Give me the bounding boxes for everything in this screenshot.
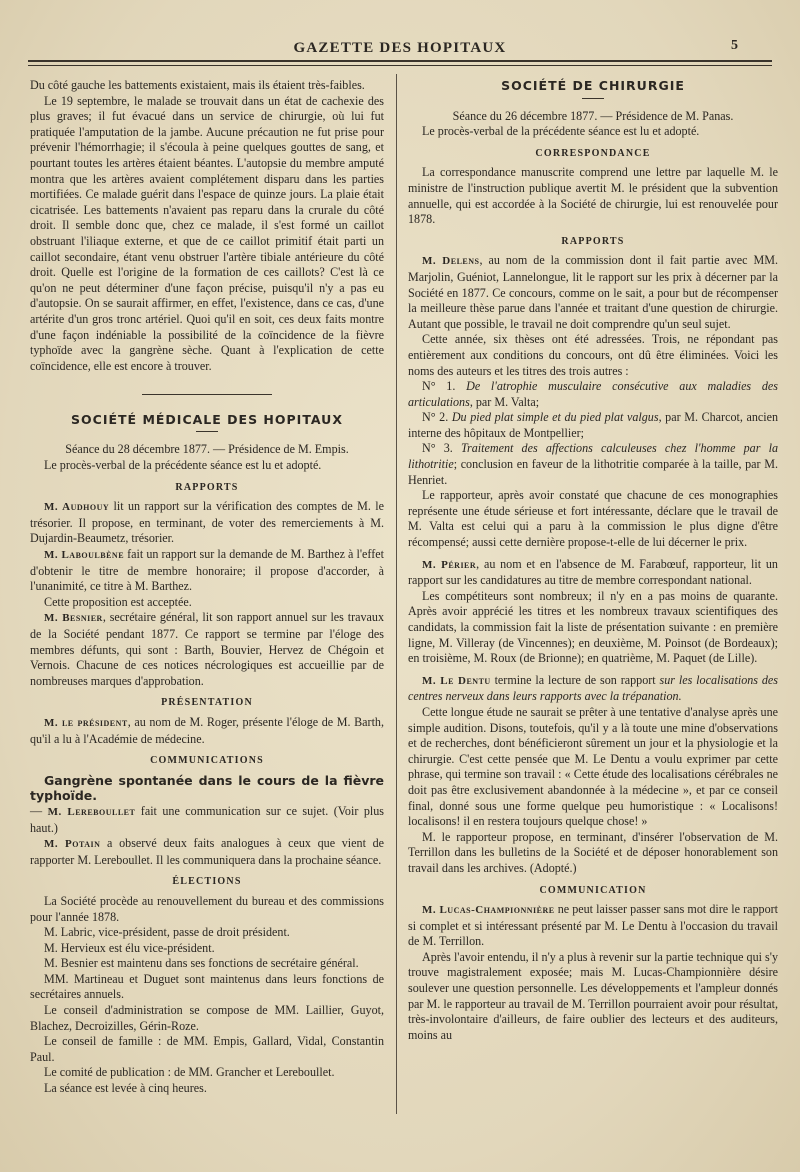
list-item <box>408 379 778 410</box>
list-item <box>408 410 778 441</box>
paragraph <box>408 673 778 705</box>
paragraph: La correspondance manuscrite comprend une lettre par laquelle M. le ministre de l'instruction publique avertit M. le président que la subvention annuelle, qui est accordée à la Société de chirurgie, lui est renouvelée pour 1878. <box>408 165 778 227</box>
paragraph: M. Besnier est maintenu dans ses fonctions de secrétaire général. <box>44 956 359 971</box>
paragraph <box>30 610 384 689</box>
paragraph <box>30 715 384 747</box>
thesis-title: Traitement des affections calculeuses chez l'homme par la lithotritie <box>408 441 778 472</box>
thesis-title: Du pied plat simple et du pied plat valgus <box>451 410 659 425</box>
section-heading: COMMUNICATION <box>539 884 647 896</box>
paragraph: Cette proposition est acceptée. <box>44 594 192 609</box>
speaker-name: M. Laboulbène <box>44 549 125 562</box>
paragraph-text: lit un rapport sur la vérification des comptes de M. le trésorier. Il propose, en terminant, de voter des remerciements à M. Dujardin-Beaumetz, trésorier. <box>30 499 384 546</box>
paragraph-text: , secrétaire général, lit son rapport annuel sur les travaux de la Société pendant 1877. Ce rapport se termine par l'éloge des membres défunts, qui sont : Barth, Bouvier, Hervez de Chégoin et Vernois. Chacune de ces notices nécrologiques est accueillie par de nombreuses marques d'approbation. <box>30 610 384 688</box>
paragraph: Le 19 septembre, le malade se trouvait dans un état de cachexie des plus graves; il fut évacué dans un service de chirurgie, où lui fut pratiquée l'amputation de la jambe. Aucune précaution ne fut prise pour prévenir l'hémorrhagie; il s'écoula à peine quelques gouttes de sang, et pourtant toutes les artères étaient béantes. L'autopsie du membre amputé montra que les artères avaient complétement disparu dans les parties mortifiées. Ce malade guérit dans l'espace de quinze jours. La plaie était cicatrisée. Les battements n'avaient pas reparu dans la crurale du côté droit. Il semble donc que, chez ce malade, il s'est formé un caillot obstruant l'iliaque externe, et que de ce caillot primitif était parti un caillot secondaire, étant venu obstruer l'artère tibiale antérieure du côté droit. Quelle est l'origine de la formation de ces caillots? C'est là ce qu'on ne peut déterminer d'une façon précise, puisqu'il n'y a pas eu d'autopsie. On se saurait affirmer, en effet, l'existence, dans ce cas, d'une artérite d'un gros tronc artériel. Quoi qu'il en soit, ces deux faits montre d'une façon indéniable la possibilité de la coïncidence de la fièvre typhoïde avec la gangrène sèche. Quant à l'explication de cette coïncidence, elle est encore à trouver. <box>30 93 384 373</box>
paragraph-text: , au nom de M. Roger, présente l'éloge de M. Barth, qu'il a lu à l'Académie de médecine. <box>30 714 384 746</box>
paragraph <box>30 804 384 836</box>
speaker-name: M. Lucas-Championnière <box>422 904 555 917</box>
speaker-name: M. Delens <box>422 255 480 268</box>
paragraph: La Société procède au renouvellement du bureau et des commissions pour l'année 1878. <box>30 893 384 924</box>
paragraph-text: ne peut laisser passer sans mot dire le rapport si complet et si intéressant présenté par M. Le Dentu à l'occasion du travail de M. Terrillon. <box>408 902 778 949</box>
left-column <box>30 78 384 1097</box>
speaker-name: M. Besnier <box>44 612 103 625</box>
paragraph: Le procès-verbal de la précédente séance est lu et adopté. <box>422 124 700 139</box>
paragraph: M. Labric, vice-président, passe de droit président. <box>44 925 290 940</box>
paragraph: Le conseil de famille : de MM. Empis, Gallard, Vidal, Constantin Paul. <box>30 1034 384 1064</box>
paragraph: M. Hervieux est élu vice-président. <box>44 940 215 955</box>
paragraph <box>30 836 384 868</box>
session-line: Séance du 26 décembre 1877. — Présidence de M. Panas. <box>452 108 734 123</box>
paragraph: Après l'avoir entendu, il n'y a plus à revenir sur la partie technique qui s'y trouve magistralement exposée; mais M. Lucas-Championnière désire soulever une question personnelle. Les développements et l'ampleur donnés par M. le rapporteur au travail de M. Terrillon pourraient avoir pour résultat, très-involontaire d'ailleurs, de faire oublier des lecteurs et des auditeurs, moins au <box>408 949 778 1042</box>
page-number: 5 <box>731 38 738 53</box>
paragraph-text: termine la lecture de son rapport <box>490 672 660 687</box>
paragraph: Du côté gauche les battements existaient, mais ils étaient très-faibles. <box>30 78 365 92</box>
paragraph: Cette longue étude ne saurait se prêter à une tentative d'analyse après une simple audition. Disons, toutefois, qu'il y a là toute une mine d'observations et de recherches, dont bénéficieront sûrement un jour et la physiologie et la chirurgie. C'est cette pensée que M. Le Dentu a voulu exprimer par cette phrase, qui termine son travail : « Cette étude des localisations cérébrales ne doit pas être exclusivement abandonnée à la médecine », et par ce conseil final, donné sous une forme quelque peu humoristique : « Localisons! localisons! il en restera toujours quelque chose! » <box>408 704 778 829</box>
section-heading: RAPPORTS <box>175 481 239 493</box>
paragraph-text: a observé deux faits analogues à ceux que vient de rapporter M. Lereboullet. Il les communiquera dans la prochaine séance. <box>30 836 385 867</box>
divider <box>196 431 218 432</box>
speaker-name: M. le président <box>44 716 128 729</box>
speaker-name: M. Potain <box>44 838 101 851</box>
paragraph <box>408 557 778 589</box>
paragraph: MM. Martineau et Duguet sont maintenus dans leurs fonctions de secrétaires annuels. <box>30 971 384 1002</box>
speaker-name: M. Audhouy <box>44 501 110 514</box>
speaker-name: M. Lereboullet <box>47 805 136 818</box>
list-item <box>408 441 778 488</box>
paragraph <box>30 547 384 595</box>
header-rule <box>28 60 772 62</box>
paragraph: Cette année, six thèses ont été adressées. Trois, ne répondant pas entièrement aux conditions du concours, ont dû être éliminées. Voici les noms des auteurs et les titres des trois autres : <box>408 332 778 378</box>
paragraph: La séance est levée à cinq heures. <box>44 1081 207 1096</box>
society-heading: SOCIÉTÉ MÉDICALE DES HOPITAUX <box>71 411 343 427</box>
society-heading: SOCIÉTÉ DE CHIRURGIE <box>501 78 685 93</box>
header-rule-thin <box>28 65 772 66</box>
speaker-name: M. Périer <box>422 558 477 571</box>
journal-title: GAZETTE DES HOPITAUX <box>293 40 507 56</box>
item-author: , par M. Valta; <box>469 394 540 409</box>
item-number: N° 2. <box>422 410 452 425</box>
paragraph <box>408 902 778 950</box>
section-heading: COMMUNICATIONS <box>150 755 264 767</box>
paragraph-text: fait un rapport sur la demande de M. Barthez à l'effet d'obtenir le titre de membre honoraire; il propose d'accorder, à l'unanimité, ce titre à M. Barthez. <box>30 547 384 594</box>
section-heading: ÉLECTIONS <box>172 876 242 888</box>
session-line: Séance du 28 décembre 1877. — Présidence de M. Empis. <box>65 442 349 457</box>
dash-text: — <box>30 803 48 818</box>
communication-title: Gangrène spontanée dans le cours de la fièvre typhoïde. <box>30 772 384 804</box>
right-column <box>408 78 778 1043</box>
paragraph: Le procès-verbal de la précédente séance est lu et adopté. <box>44 458 322 473</box>
paragraph-text: , au nom et en l'absence de M. Farabœuf, rapporteur, lit un rapport sur les candidatures au titre de membre correspondant national. <box>408 556 778 588</box>
report-title: sur les localisations des centres nerveux dans leurs rapports avec la trépanation. <box>408 672 778 704</box>
paragraph: Le comité de publication : de MM. Grancher et Lereboullet. <box>44 1065 335 1080</box>
paragraph <box>30 499 384 547</box>
paragraph: Le conseil d'administration se compose de MM. Laillier, Guyot, Blachez, Decroizilles, Gérin-Roze. <box>30 1003 384 1033</box>
paragraph <box>408 253 778 332</box>
paragraph: Les compétiteurs sont nombreux; il n'y en a pas moins de quarante. Après avoir apprécié les titres et les nombreux travaux scientifiques des candidats, la commission fait la liste de présentation suivante : en première ligne, M. Villeray (de Vincennes); en deuxième, M. Poinsot (de Bordeaux); en troisième, M. Roux (de Brionne); en quatrième, M. Paquet (de Lille). <box>408 588 778 666</box>
section-heading: RAPPORTS <box>561 235 625 247</box>
paragraph-text: , au nom de la commission dont il fait partie avec MM. Marjolin, Guéniot, Lannelongue, lit le rapport sur les prix à décerner par la Société en 1877. Ce concours, comme on le sait, a pour but de récompenser la meilleure thèse parue dans l'année et traitant d'une question de chirurgie. Autant que possible, le travail ne doit comprendre qu'un seul sujet. <box>408 253 779 331</box>
item-number: N° 1. <box>422 379 467 394</box>
paragraph: M. le rapporteur propose, en terminant, d'insérer l'observation de M. Terrillon dans les bulletins de la Société et de déposer honorablement son travail dans les archives. (Adopté.) <box>408 829 778 875</box>
thesis-title: De l'atrophie musculaire consécutive aux maladies des articulations <box>408 379 778 409</box>
section-heading: CORRESPONDANCE <box>535 147 651 159</box>
section-heading: PRÉSENTATION <box>161 697 253 709</box>
item-author: , par M. Charcot, ancien interne des hôpitaux de Montpellier; <box>408 410 779 440</box>
column-divider <box>396 74 397 1114</box>
item-author: ; conclusion en faveur de la lithotritie comparée à la taille, par M. Henriet. <box>408 457 778 487</box>
section-ornament <box>30 386 384 402</box>
paragraph-text: fait une communication sur ce sujet. (Voir plus haut.) <box>30 803 384 835</box>
speaker-name: M. Le Dentu <box>422 674 491 687</box>
paragraph: Le rapporteur, après avoir constaté que chacune de ces monographies représente une étude sérieuse et fort intéressante, déclare que le travail de M. Valta est celui qui a paru à la commission le plus digne d'être récompensé; aussi cette dernière propose-t-elle de lui décerner le prix. <box>408 488 778 550</box>
divider <box>582 98 604 99</box>
item-number: N° 3. <box>422 441 461 456</box>
